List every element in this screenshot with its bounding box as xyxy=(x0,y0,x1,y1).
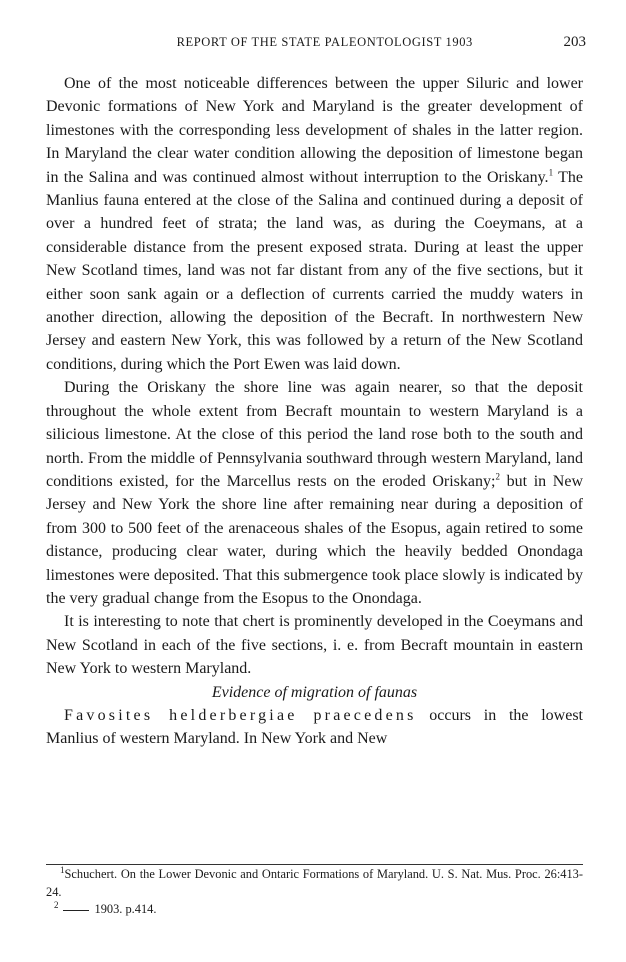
footnote-2-reference: 2 xyxy=(495,471,500,482)
paragraph-2-text-a: During the Oriskany the shore line was again nearer, so that the deposit throughout the whole extent from Becraft mountain to western Maryland is a silicious limestone. At the close of this period the land rose both to the south and north. From the middle of Pennsylvania southward through western Maryland, land conditions existed, for the Marcellus rests on the eroded Oriskany; xyxy=(46,379,583,490)
body-text xyxy=(46,72,583,751)
paragraph-4 xyxy=(46,704,583,751)
footnote-2-text: 1903. p.414. xyxy=(94,902,157,916)
section-heading: Evidence of migration of faunas xyxy=(211,683,418,701)
footnotes xyxy=(46,866,583,919)
footnote-1 xyxy=(46,866,583,901)
paragraph-1-text-b: The Manlius fauna entered at the close of the Salina and continued during a deposit of over a hundred feet of strata; the land was, as during the Coeymans, at a considerable distance from the present exposed strata. During at least the upper New Scotland times, land was not far distant from any of the five sections, but it either soon sank again or a deflection of currents carried the muddy waters in another direction, allowing the deposition of the Becraft. In northwestern New Jersey and eastern New York, this was followed by a return of the New Scotland conditions, during which the Port Ewen was laid down. xyxy=(46,168,583,373)
page-number: 203 xyxy=(563,34,586,50)
paragraph-4-text: occurs in the lowest Manlius of western Maryland. In New York and New xyxy=(46,706,583,748)
footnote-2-mark: 2 xyxy=(54,899,59,910)
running-header xyxy=(46,34,586,51)
paragraph-2 xyxy=(46,376,583,610)
paragraph-3: It is interesting to note that chert is prominently developed in the Coeymans and New Scotland in each of the five sections, i. e. from Becraft mountain in eastern New York to western Maryland. xyxy=(46,613,583,678)
ditto-dash xyxy=(63,910,89,911)
species-name: Favosites helderbergiae praecedens xyxy=(64,706,417,724)
footnote-1-reference: 1 xyxy=(548,167,554,178)
paragraph-2-text-b: but in New Jersey and New York the shore line after remaining near during a deposition of from 300 to 500 feet of the arenaceous shales of the Esopus, again retired to some distance, producing clear water, during which the heavily bedded Onondaga limestones were deposited. That this submergence took place slowly is indicated by the very gradual change from the Esopus to the Onondaga. xyxy=(46,472,584,607)
paragraph-1-text-a: One of the most noticeable differences between the upper Siluric and lower Devonic formations of New York and Maryland is the greater development of limestones with the corresponding less development of shales in the latter region. In Maryland the clear water condition allowing the deposition of limestone began in the Salina and was continued almost without interruption to the Oriskany. xyxy=(46,75,583,186)
running-header-title: REPORT OF THE STATE PALEONTOLOGIST 1903 xyxy=(176,35,473,49)
footnote-divider xyxy=(46,864,583,865)
footnote-1-text: Schuchert. On the Lower Devonic and Ontaric Formations of Maryland. U. S. Nat. Mus. Proc. 26:413-24. xyxy=(46,867,583,899)
footnote-2 xyxy=(46,901,583,919)
paragraph-1 xyxy=(46,72,583,376)
footnote-1-mark: 1 xyxy=(60,864,65,875)
